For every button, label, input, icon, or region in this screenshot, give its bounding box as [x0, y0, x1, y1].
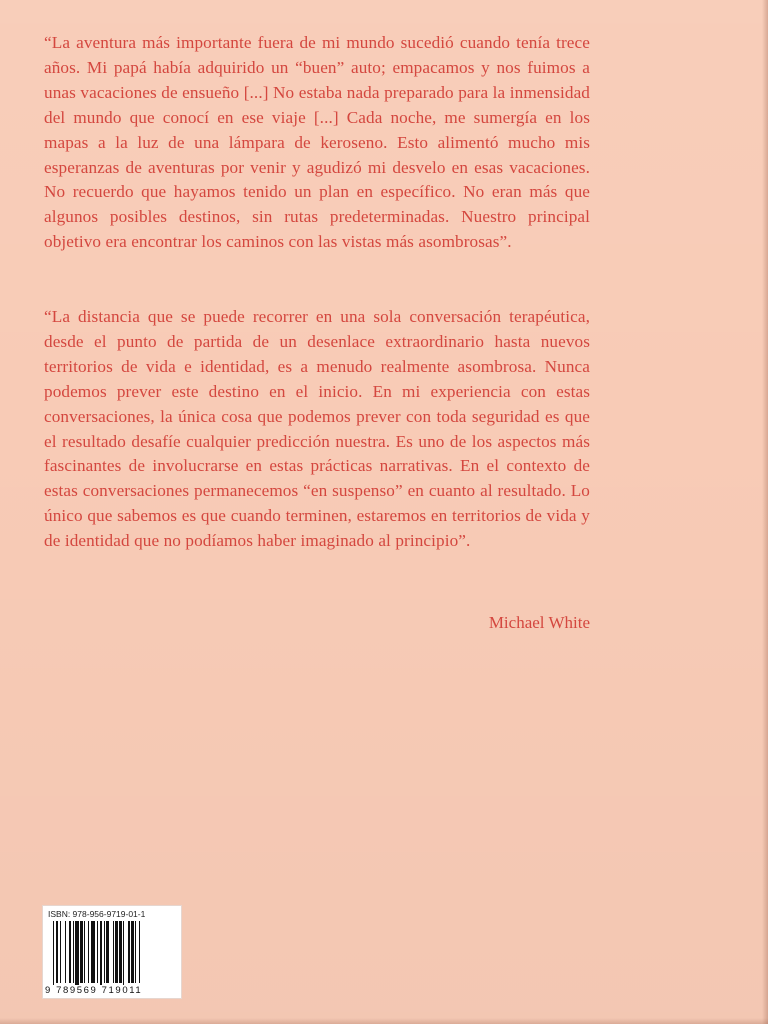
barcode-bar	[88, 921, 89, 983]
barcode-bar	[113, 921, 114, 983]
barcode-bar	[65, 921, 66, 983]
barcode-bar	[73, 921, 74, 983]
barcode-bar	[100, 921, 103, 987]
barcode-bar	[69, 921, 72, 983]
barcode-bar	[53, 921, 54, 987]
barcode-bar	[119, 921, 122, 983]
author-signature: Michael White	[488, 613, 590, 632]
isbn-barcode	[42, 905, 182, 999]
barcode-bar	[91, 921, 95, 983]
quote-paragraph-1: “La aventura más importante fuera de mi mundo sucedió cuando tenía trece años. Mi papá había adquirido un “buen” auto; empacamos y nos fuimos a unas vacaciones de ensueño [...] No estaba nada preparado para la inmensidad del mundo que conocí en ese viaje [...] Cada noche, me sumergía en los mapas a la luz de una lámpara de keroseno. Esto alimentó mucho mis esperanzas de aventuras por venir y agudizó mi desvelo en esas vacaciones. No recuerdo que hayamos tenido un plan en específico. No eran más que algunos posibles destinos, sin rutas predeterminadas. Nuestro principal objetivo era encontrar los caminos con las vistas más asombrosas”.	[44, 33, 590, 252]
cover-edge-shadow	[762, 0, 768, 1024]
isbn-label: ISBN: 978-956-9719-01-1	[48, 909, 146, 919]
barcode-bar	[135, 921, 136, 983]
quote-paragraph-2: “La distancia que se puede recorrer en una sola conversación terapéutica, desde el punto de partida de un desenlace extraordinario hasta nuevos territorios de vida e identidad, es a menudo realmente asombrosa. Nunca podemos prever este destino en el inicio. En mi experiencia con estas conversaciones, la única cosa que podemos prever con toda seguridad es que el resultado desafíe cualquier predicción nuestra. Es uno de los aspectos más fascinantes de involucrarse en estas prácticas narrativas. En el contexto de estas conversaciones permanecemos “en suspenso” en cuanto al resultado. Lo único que sabemos es que cuando terminen, estaremos en territorios de vida y de identidad que no podíamos haber imaginado al principio”.	[44, 307, 590, 551]
barcode-bar	[139, 921, 140, 983]
barcode-bar	[131, 921, 134, 983]
barcode-bar	[75, 921, 79, 987]
barcode-bar	[128, 921, 129, 983]
barcode-bar	[115, 921, 118, 983]
barcode-bar	[104, 921, 105, 983]
barcode-bars	[53, 921, 173, 985]
barcode-bar	[60, 921, 61, 983]
barcode-bar	[97, 921, 98, 983]
barcode-bar	[84, 921, 85, 983]
barcode-bar	[80, 921, 83, 983]
barcode-bar	[106, 921, 109, 983]
barcode-bar	[56, 921, 59, 983]
barcode-digits: 9 789569 719011	[45, 985, 179, 996]
barcode-bar	[123, 921, 124, 987]
cover-bottom-shadow	[0, 1018, 768, 1024]
